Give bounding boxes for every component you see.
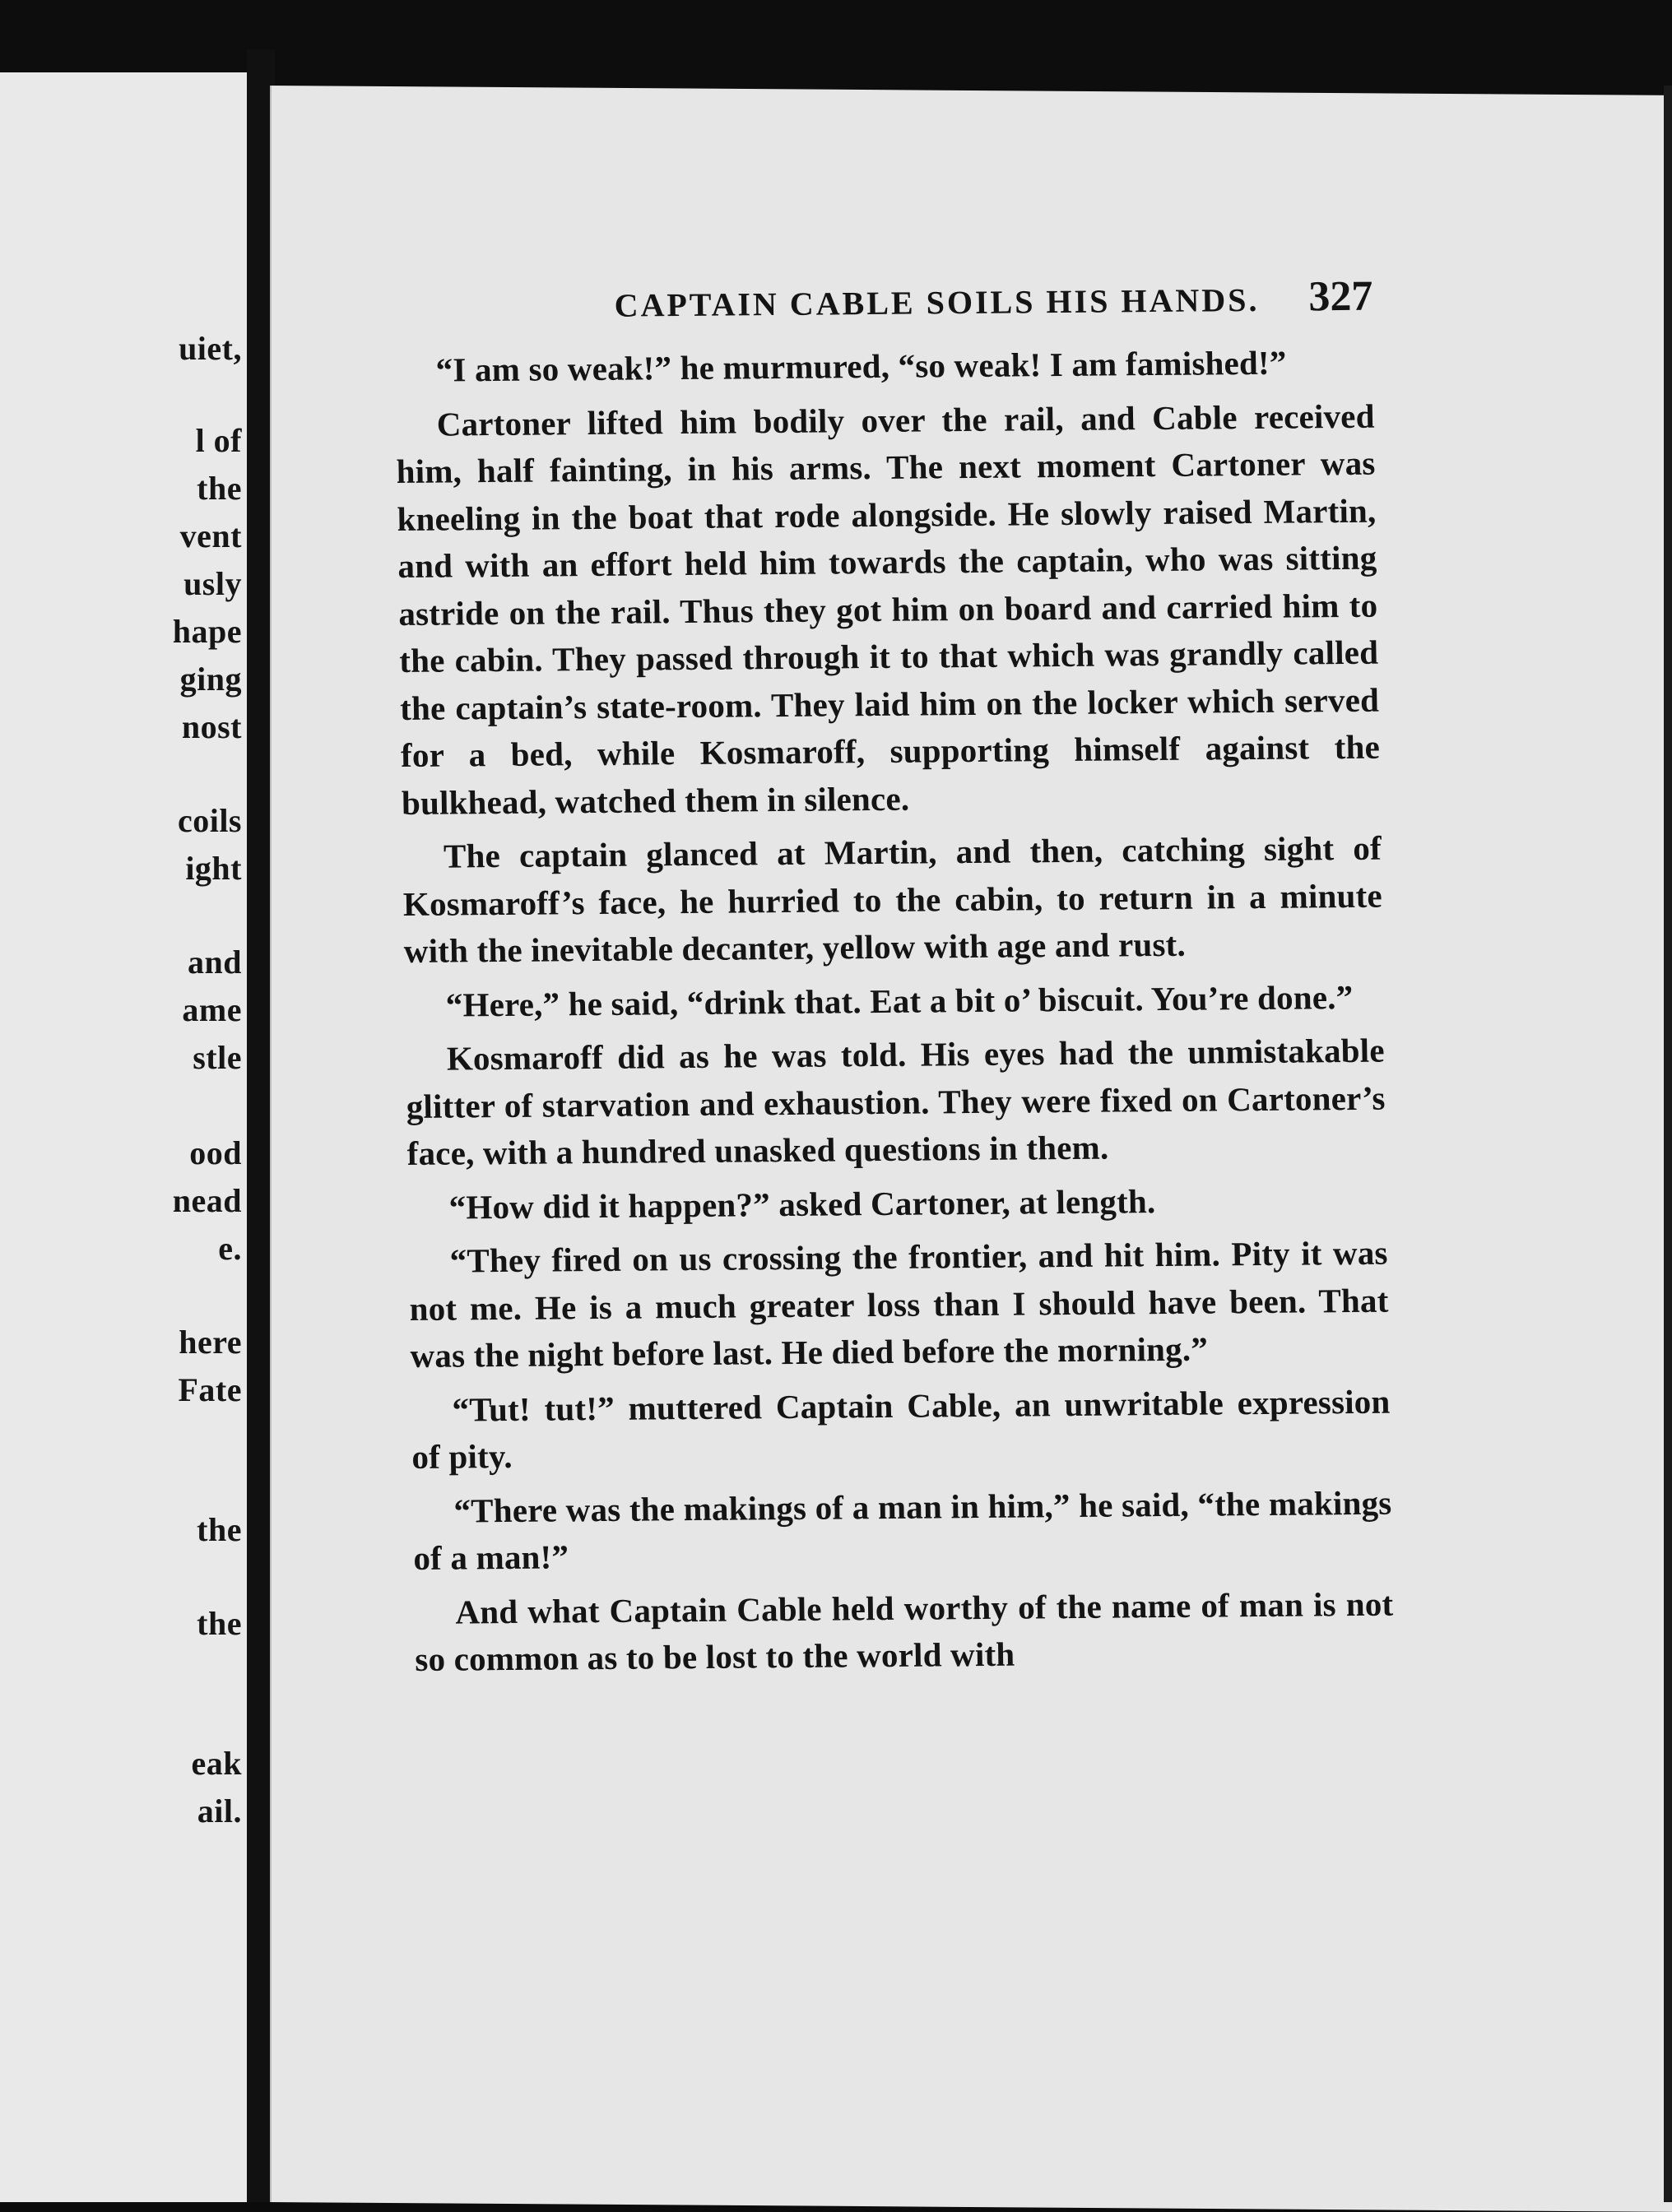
left-page-fragment: ight xyxy=(185,850,242,887)
left-page-fragment: here xyxy=(179,1324,242,1361)
left-page-fragment: hape xyxy=(172,613,242,650)
book-page xyxy=(270,86,1672,2212)
chapter-running-title: CAPTAIN CABLE SOILS HIS HANDS. xyxy=(614,281,1260,324)
paragraph: “They fired on us crossing the frontier, and hit him. Pity it was not me. He is a much greater loss than I should have been. That was the night before last. He died before the morning.” xyxy=(409,1233,1389,1375)
paragraph: And what Captain Cable held worthy of the name of man is not so common as to be lost to the world with xyxy=(414,1584,1394,1679)
left-page-fragment: and xyxy=(188,944,242,981)
left-page-fragment: stle xyxy=(193,1039,242,1076)
body-text xyxy=(394,339,1394,1684)
left-page-fragment: l of xyxy=(195,422,242,459)
left-page-fragment: ame xyxy=(182,991,242,1028)
left-page-fragment: nost xyxy=(181,708,242,745)
left-page-fragment: vent xyxy=(179,517,242,554)
left-page-fragment: Fate xyxy=(178,1371,242,1408)
left-page-fragment: coils xyxy=(177,802,242,839)
left-page-fragment: usly xyxy=(183,565,242,602)
paragraph: “There was the makings of a man in him,” he said, “the makings of a man!” xyxy=(413,1483,1392,1578)
left-page-fragment: the xyxy=(197,1605,242,1642)
paragraph: “How did it happen?” asked Cartoner, at length. xyxy=(448,1181,1156,1227)
paragraph: Cartoner lifted him bodily over the rail, and Cable received him, half fainting, in his arms. The next moment Cartoner was kneeling in the boat that rode alongside. He slowly raised Martin, and with an effort held him towards the captain, who was sitting astride on the rail. Thus they got him on board and carried him to the cabin. They passed through it to that which was grandly called the captain’s state-room. They laid him on the locker which served for a bed, while Kosmaroff, supporting himself against the bulkhead, watched them in silence. xyxy=(396,396,1381,822)
paragraph: Kosmaroff did as he was told. His eyes had the unmistakable glitter of starvation and exhaustion. They were fixed on Cartoner’s face, with a hundred unasked questions in them. xyxy=(406,1031,1386,1173)
left-page-fragment: the xyxy=(197,1511,242,1548)
running-head xyxy=(393,272,1373,329)
left-page-fragment: uiet, xyxy=(179,330,242,367)
left-page-fragment: ging xyxy=(179,661,242,698)
left-page-fragment: ail. xyxy=(197,1792,242,1829)
paragraph: “I am so weak!” he murmured, “so weak! I am famished!” xyxy=(435,343,1287,389)
paragraph: “Tut! tut!” muttered Captain Cable, an unwritable expression of pity. xyxy=(411,1382,1391,1477)
facing-page-left xyxy=(0,72,250,2202)
left-page-fragment: ood xyxy=(189,1134,242,1171)
paragraph: “Here,” he said, “drink that. Eat a bit o’ biscuit. You’re done.” xyxy=(445,977,1354,1024)
left-page-fragment: eak xyxy=(191,1745,242,1782)
left-page-fragment: e. xyxy=(218,1230,242,1267)
left-page-fragment: the xyxy=(197,470,242,507)
page-number: 327 xyxy=(1307,272,1373,321)
page-content xyxy=(393,272,1395,1690)
left-page-fragment: nead xyxy=(172,1182,242,1219)
page-edge-shadow xyxy=(1664,86,1672,2202)
paragraph: The captain glanced at Martin, and then, catching sight of Kosmaroff’s face, he hurried to the cabin, to return in a minute with the inevitable decanter, yellow with age and rust. xyxy=(402,828,1383,971)
